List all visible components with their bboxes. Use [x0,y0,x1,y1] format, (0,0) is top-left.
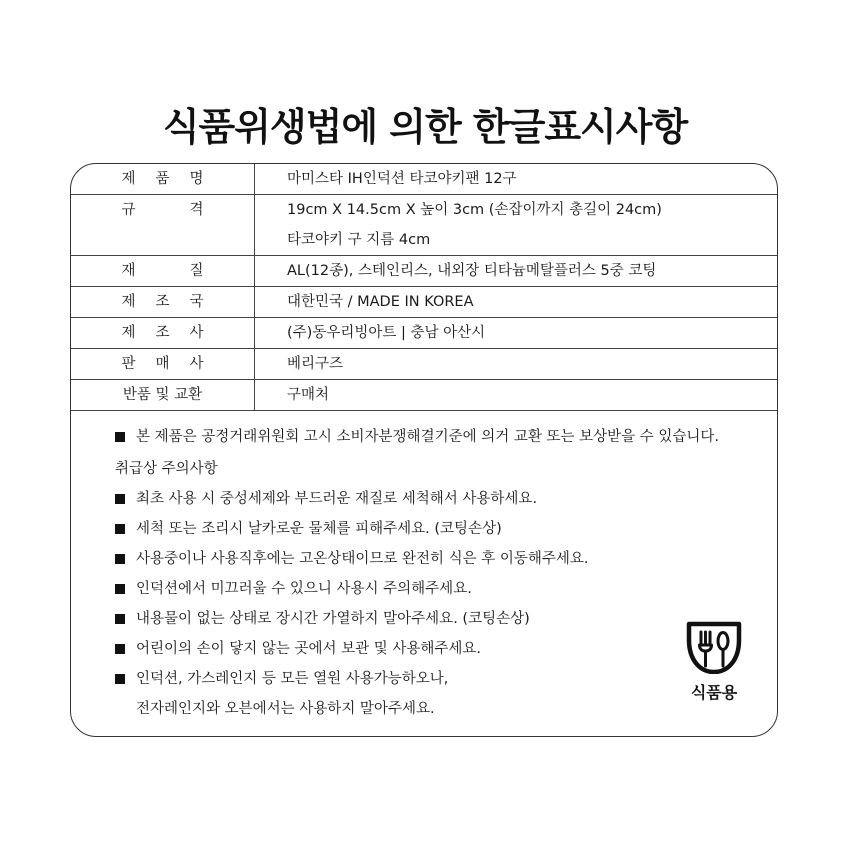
food-use-mark [681,620,747,703]
spec-label [71,349,255,380]
spec-label-char: 질 [189,263,204,279]
handling-item-continuation [115,694,755,724]
handling-item [115,664,755,694]
spec-value-line: 마미스타 IH인덕션 타코야키팬 12구 [287,171,517,187]
spec-label-char: 제 [121,294,136,310]
spec-value [255,380,778,411]
spec-label-char: 제 [121,325,136,341]
spec-label-char: 재 [121,263,136,279]
spec-row-country [71,287,777,318]
handling-item [115,574,755,604]
square-bullet-icon [115,674,125,684]
spec-label-char: 사 [189,325,204,341]
square-bullet-icon [115,524,125,534]
spec-value [255,287,778,318]
handling-heading: 취급상 주의사항 [115,461,218,477]
spec-label-char: 사 [189,356,204,372]
spec-label-char: 매 [155,356,170,372]
spec-label [71,287,255,318]
note-text: 본 제품은 공정거래위원회 고시 소비자분쟁해결기준에 의거 교환 또는 보상받을 수 있습니다. [136,429,719,445]
spec-value-line: 대한민국 / MADE IN KOREA [287,294,474,310]
spec-label [71,164,255,195]
spec-value [255,195,778,256]
spec-label [71,256,255,287]
spec-label-char: 국 [189,294,204,310]
food-use-cup-fork-spoon-icon [684,620,744,674]
spec-value-line: (주)동우리빙아트 | 충남 아산시 [287,325,486,341]
square-bullet-icon [115,584,125,594]
spec-row-manufacturer [71,318,777,349]
spec-value-line: 구매처 [287,387,330,403]
note-text: 사용중이나 사용직후에는 고온상태이므로 완전히 식은 후 이동해주세요. [136,551,589,567]
spec-label-char: 제 [121,171,136,187]
spec-label [71,380,255,411]
spec-value [255,349,778,380]
spec-label-spaced [122,349,204,379]
handling-item [115,484,755,514]
spec-label [71,318,255,349]
note-text: 어린이의 손이 닿지 않는 곳에서 보관 및 사용해주세요. [136,641,482,657]
spec-label-char: 명 [189,171,204,187]
spec-value-line: AL(12종), 스테인리스, 내외장 티타늄메탈플러스 5중 코팅 [287,263,657,279]
spec-row-product-name [71,164,777,195]
handling-item [115,604,755,634]
spec-row-material [71,256,777,287]
spec-label-spaced [122,318,204,348]
square-bullet-icon [115,614,125,624]
note-text: 내용물이 없는 상태로 장시간 가열하지 말아주세요. (코팅손상) [136,611,530,627]
square-bullet-icon [115,432,125,442]
spec-label-char: 품 [155,171,170,187]
spec-value-line: 19cm X 14.5cm X 높이 3cm (손잡이까지 총길이 24cm) [287,202,662,218]
spec-row-return [71,380,777,411]
spec-value [255,164,778,195]
spec-label-text: 반품 및 교환 [122,387,203,403]
spec-table [71,164,777,411]
spec-label-spaced [122,287,204,317]
spec-row-seller [71,349,777,380]
notes-section [115,422,755,724]
food-use-label: 식품용 [690,683,738,702]
spec-value-line: 타코야키 구 지름 4cm [287,232,431,248]
spec-value-line: 베리구즈 [287,356,344,372]
note-text: 인덕션, 가스레인지 등 모든 열원 사용가능하오나, [136,671,449,687]
spec-label-char: 판 [121,356,136,372]
spec-value [255,256,778,287]
square-bullet-icon [115,644,125,654]
note-text: 전자레인지와 오븐에서는 사용하지 말아주세요. [136,701,435,717]
spec-label [71,195,255,256]
spec-label-spaced [122,164,204,194]
spec-row-size [71,195,777,256]
page-title: 식품위생법에 의한 한글표시사항 [162,105,688,149]
spec-label-char: 규 [121,202,136,218]
handling-item [115,634,755,664]
spec-label-spaced [122,195,204,225]
square-bullet-icon [115,494,125,504]
spec-label-char: 조 [155,325,170,341]
spec-label-char: 조 [155,294,170,310]
return-note [115,422,755,452]
note-text: 인덕션에서 미끄러울 수 있으니 사용시 주의해주세요. [136,581,472,597]
square-bullet-icon [115,554,125,564]
label-card [70,163,778,737]
spec-value [255,318,778,349]
handling-item [115,544,755,574]
handling-item [115,514,755,544]
spec-label-char: 격 [189,202,204,218]
note-text: 최초 사용 시 중성세제와 부드러운 재질로 세척해서 사용하세요. [136,491,538,507]
note-text: 세척 또는 조리시 날카로운 물체를 피해주세요. (코팅손상) [136,521,502,537]
spec-label-spaced [122,256,204,286]
